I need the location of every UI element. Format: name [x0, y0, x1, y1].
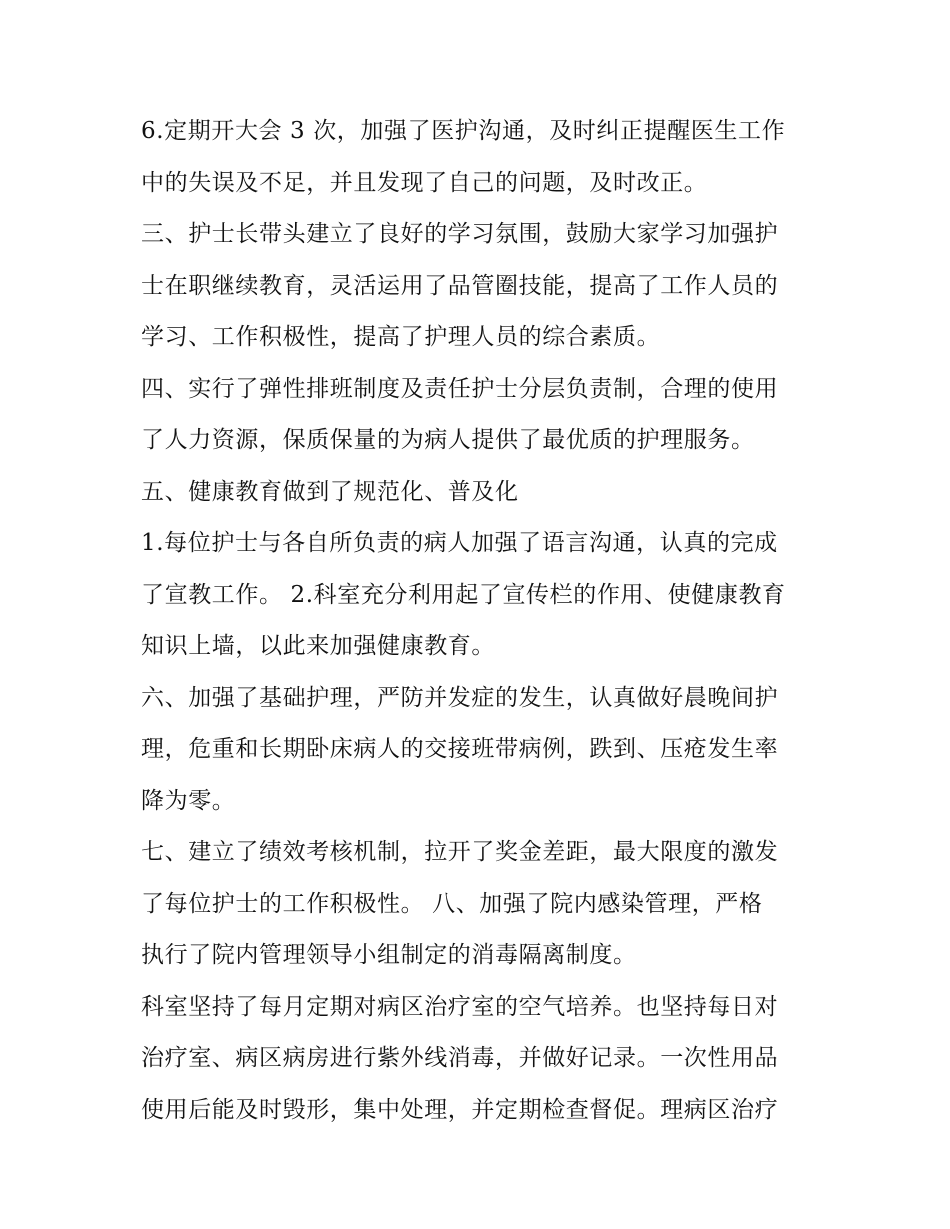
text-line: 使用后能及时毁形，集中处理，并定期检查督促。理病区治疗 [141, 1096, 779, 1123]
text-line: 6.定期开大会 3 次，加强了医护沟通，及时纠正提醒医生工作 [141, 118, 786, 144]
text-line: 六、加强了基础护理，严防并发症的发生，认真做好晨晚间护 [141, 684, 779, 711]
text-line: 士在职继续教育，灵活运用了品管圈技能，提高了工作人员的 [141, 272, 779, 299]
text-line: 降为零。 [141, 787, 236, 814]
text-line: 治疗室、病区病房进行紫外线消毒，并做好记录。一次性用品 [141, 1045, 779, 1071]
text-line: 1.每位护士与各自所负责的病人加强了语言沟通，认真的完成 [141, 530, 778, 556]
text-line: 了每位护士的工作积极性。 八、加强了院内感染管理，严格 [141, 890, 763, 917]
text-line: 了人力资源，保质保量的为病人提供了最优质的护理服务。 [141, 427, 755, 453]
text-line: 中的失误及不足，并且发现了自己的问题，及时改正。 [141, 169, 708, 196]
text-line: 科室坚持了每月定期对病区治疗室的空气培养。也坚持每日对 [141, 993, 779, 1020]
document-body [141, 106, 821, 1136]
text-line: 四、实行了弹性排班制度及责任护士分层负责制，合理的使用 [141, 375, 779, 402]
text-line: 理，危重和长期卧床病人的交接班带病例，跌到、压疮发生率 [141, 736, 779, 762]
text-line: 学习、工作积极性，提高了护理人员的综合素质。 [141, 324, 661, 350]
text-line: 五、健康教育做到了规范化、普及化 [141, 478, 519, 505]
text-line: 七、建立了绩效考核机制，拉开了奖金差距，最大限度的激发 [141, 839, 779, 865]
text-line: 执行了院内管理领导小组制定的消毒隔离制度。 [141, 942, 637, 968]
text-line: 了宣教工作。 2.科室充分利用起了宣传栏的作用、使健康教育 [141, 581, 786, 608]
text-line: 知识上墙，以此来加强健康教育。 [141, 633, 495, 659]
text-line: 三、护士长带头建立了良好的学习氛围，鼓励大家学习加强护 [141, 221, 779, 247]
